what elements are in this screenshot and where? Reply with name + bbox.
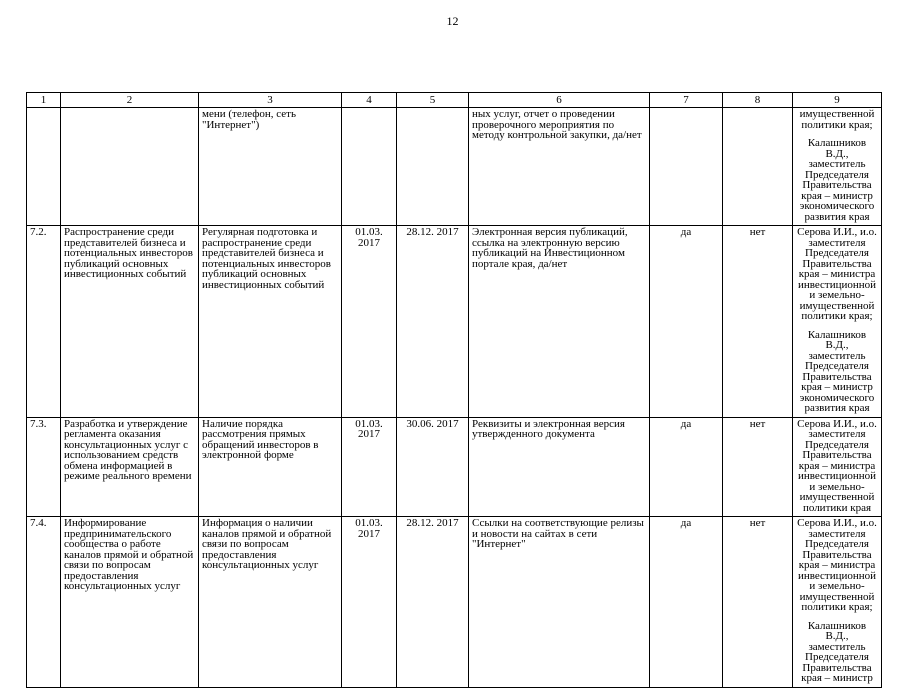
start-date-cell: 01.03. 2017 — [342, 517, 397, 688]
header-cell: 2 — [61, 93, 199, 108]
result-cell: Ссылки на соответствующие релизы и новости на сайтах в сети "Интернет" — [469, 517, 650, 688]
responsible-person: Серова И.И., и.о. заместителя Председателя Правительства края – министра инвестиционной и земельно-имущественной политики края; — [797, 517, 877, 613]
event-cell — [61, 108, 199, 226]
table-row — [27, 517, 882, 688]
indicator-cell: Регулярная подготовка и распространение среди представителей бизнеса и потенциальных инвесторов публикаций основных инвестиционных событий — [199, 226, 342, 418]
end-date-cell — [397, 108, 469, 226]
header-cell: 5 — [397, 93, 469, 108]
table-row — [27, 226, 882, 418]
end-date-cell: 28.12. 2017 — [397, 517, 469, 688]
event-cell: Распространение среди представителей бизнеса и потенциальных инвесторов публикаций основных инвестиционных событий — [61, 226, 199, 418]
start-date-cell — [342, 108, 397, 226]
row-number: 7.3. — [27, 417, 61, 517]
header-cell: 9 — [793, 93, 882, 108]
col7-cell: да — [650, 417, 723, 517]
col7-cell — [650, 108, 723, 226]
table-row — [27, 108, 882, 226]
responsible-person: Калашников В.Д., заместитель Председателя Правительства края – министр — [801, 619, 873, 684]
responsible-person: Серова И.И., и.о. заместителя Председателя Правительства края – министра инвестиционной и земельно-имущественной политики края; — [797, 226, 877, 322]
col8-cell: нет — [723, 226, 793, 418]
header-cell: 6 — [469, 93, 650, 108]
indicator-cell: Информация о наличии каналов прямой и обратной связи по вопросам предоставления консультационных услуг — [199, 517, 342, 688]
header-cell: 7 — [650, 93, 723, 108]
header-cell: 1 — [27, 93, 61, 108]
responsible-cell — [793, 517, 882, 688]
page-number: 12 — [446, 14, 459, 28]
result-cell: ных услуг, отчет о проведении проверочного мероприятия по методу контрольной закупки, да/нет — [469, 108, 650, 226]
end-date-cell: 28.12. 2017 — [397, 226, 469, 418]
indicator-cell: Наличие порядка рассмотрения прямых обращений инвесторов в электронной форме — [199, 417, 342, 517]
table-row — [27, 417, 882, 517]
table-header-row — [27, 93, 882, 108]
responsible-cell — [793, 417, 882, 517]
result-cell: Реквизиты и электронная версия утвержденного документа — [469, 417, 650, 517]
end-date-cell: 30.06. 2017 — [397, 417, 469, 517]
responsible-person: Калашников В.Д., заместитель Председателя Правительства края – министр экономического развития края — [799, 137, 875, 223]
responsible-cell — [793, 226, 882, 418]
col8-cell: нет — [723, 517, 793, 688]
col7-cell: да — [650, 226, 723, 418]
row-number: 7.2. — [27, 226, 61, 418]
header-cell: 3 — [199, 93, 342, 108]
responsible-person: Серова И.И., и.о. заместителя Председателя Правительства края – министра инвестиционной и земельно-имущественной политики края — [797, 417, 877, 514]
col8-cell — [723, 108, 793, 226]
responsible-person: имущественной политики края; — [799, 108, 875, 131]
row-number: 7.4. — [27, 517, 61, 688]
responsible-cell — [793, 108, 882, 226]
start-date-cell: 01.03. 2017 — [342, 417, 397, 517]
plan-table — [26, 92, 882, 688]
header-cell: 4 — [342, 93, 397, 108]
start-date-cell: 01.03. 2017 — [342, 226, 397, 418]
result-cell: Электронная версия публикаций, ссылка на электронную версию публикаций на Инвестиционном портале края, да/нет — [469, 226, 650, 418]
indicator-cell: мени (телефон, сеть "Интернет") — [199, 108, 342, 226]
header-cell: 8 — [723, 93, 793, 108]
row-number — [27, 108, 61, 226]
col7-cell: да — [650, 517, 723, 688]
event-cell: Разработка и утверждение регламента оказания консультационных услуг с использованием средств обмена информацией в режиме реального времени — [61, 417, 199, 517]
col8-cell: нет — [723, 417, 793, 517]
responsible-person: Калашников В.Д., заместитель Председателя Правительства края – министр экономического развития края — [799, 328, 875, 414]
event-cell: Информирование предпринимательского сообщества о работе каналов прямой и обратной связи по вопросам предоставления консультационных услуг — [61, 517, 199, 688]
